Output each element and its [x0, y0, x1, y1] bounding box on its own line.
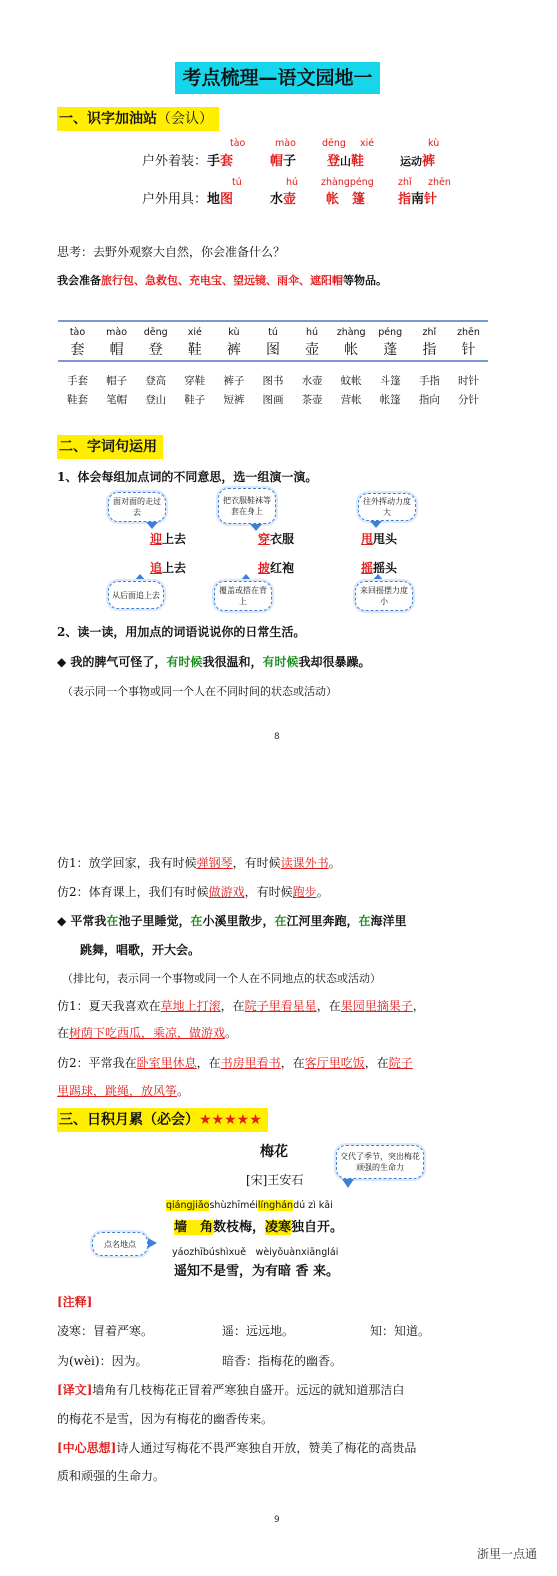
imit-answer: 里踢球，跳绳，放风筝 — [57, 1084, 178, 1098]
imit-answer: 草地上打滚 — [160, 999, 221, 1013]
table-char: 指 — [422, 342, 437, 358]
poem-author: [宋]王安石 — [246, 1173, 304, 1187]
bubble-tail — [372, 574, 384, 581]
word-xie: 鞋 — [351, 154, 365, 169]
table-word: 裤子 — [223, 375, 245, 387]
bubble-tail — [148, 1238, 157, 1248]
pinyin-text: dú zì kāi — [293, 1200, 333, 1211]
pinyin-text: shùzhīméi — [209, 1200, 258, 1211]
imit-answer: 做游戏 — [208, 885, 245, 899]
poem-title: 梅花 — [260, 1144, 288, 1160]
imit-text: 仿2：平常我在 — [57, 1056, 137, 1070]
answer-prefix: 我会准备 — [57, 274, 101, 287]
note-1: （表示同一个事物或同一个人在不同时间的状态或活动） — [62, 685, 337, 698]
word-shoutao-1: 手 — [207, 154, 221, 169]
table-word: 茶壶 — [301, 394, 323, 406]
word-zhangpeng: 帐 篷 — [326, 192, 366, 207]
example-1 — [57, 653, 370, 670]
ex2-text: ◆ 平常我 — [57, 914, 107, 928]
poem-highlight: 凌寒 — [265, 1220, 292, 1235]
table-char: 针 — [461, 342, 476, 358]
bubble-location: 点名地点 — [92, 1232, 148, 1256]
imit-answer: 果园里摘果子 — [340, 999, 413, 1013]
table-word: 手指 — [418, 375, 440, 387]
bubble-tail — [342, 1179, 354, 1188]
table-pinyin: tú — [268, 327, 278, 338]
imit-text: ，在 — [220, 999, 245, 1013]
ex2-text: 小溪里散步， — [202, 914, 275, 928]
table-char: 帽 — [109, 342, 124, 358]
imit-answer: 院子 — [388, 1056, 413, 1070]
word-yundong: 运动 — [400, 155, 422, 168]
imit-answer: 客厅里吃饭 — [304, 1056, 365, 1070]
pair-rest: 红袍 — [270, 561, 295, 575]
table-word: 鞋子 — [184, 394, 206, 406]
char-table — [58, 327, 488, 407]
pinyin-highlight: línghán — [257, 1200, 294, 1211]
char-table-words1-row — [58, 373, 488, 388]
note-wei: 为(wèi)：因为。 — [57, 1354, 148, 1368]
pinyin-zhangpeng: zhàngpéng — [321, 177, 374, 188]
pair-rest: 甩头 — [373, 532, 398, 546]
table-word: 指向 — [418, 394, 440, 406]
table-char: 裤 — [226, 342, 241, 358]
row1-prefix: 户外着装： — [142, 154, 208, 169]
table-word: 水壶 — [301, 375, 323, 387]
table-word: 鞋套 — [67, 394, 88, 406]
ex1-keyword: 有时候 — [262, 655, 299, 669]
table-word: 登山 — [145, 394, 167, 406]
outdoor-clothing-row — [142, 150, 233, 169]
section-3-heading — [57, 1108, 268, 1132]
page-title: 考点梳理—语文园地一 — [175, 62, 380, 94]
imitation-4-line-1 — [57, 1054, 413, 1071]
note-zhi: 知：知道。 — [370, 1324, 431, 1338]
pinyin-deng: dēng — [322, 138, 346, 149]
star-rating: ★★★★★ — [199, 1112, 262, 1128]
word-ku: 裤 — [422, 154, 436, 169]
section-1-label: 一、识字加油站 — [59, 111, 157, 127]
bubble-ying: 面对面的走过去 — [108, 492, 166, 522]
table-top-rule — [58, 320, 488, 322]
table-char: 登 — [148, 342, 163, 358]
word-zhen: 针 — [424, 192, 438, 207]
poem-pinyin-1 — [166, 1200, 333, 1211]
word-ditu-1: 地 — [207, 192, 221, 207]
poem-pinyin-2: yáozhībúshìxuě wèiyǒuànxiānglái — [172, 1247, 339, 1258]
table-pinyin: zhēn — [457, 327, 480, 338]
pair-key: 穿 — [258, 532, 271, 546]
question-1: 1、体会每组加点词的不同意思，选一组演一演。 — [57, 470, 318, 484]
row2-prefix: 户外用具： — [142, 192, 208, 207]
translation-line-2: 的梅花不是雪，因为有梅花的幽香传来。 — [57, 1412, 274, 1426]
pair-key: 摇 — [361, 561, 374, 575]
imit-text: ，在 — [196, 1056, 221, 1070]
imitation-1 — [57, 854, 341, 871]
word-ditu-2: 图 — [220, 192, 234, 207]
imit-text: 。 — [225, 1026, 238, 1040]
table-pinyin: zhǐ — [422, 327, 437, 338]
section-2-heading: 二、字词句运用 — [57, 435, 163, 459]
translation-label: [译文] — [57, 1383, 93, 1397]
pinyin-highlight: qiángjiǎo — [166, 1200, 210, 1211]
word-shui: 水 — [270, 192, 284, 207]
imitation-2 — [57, 883, 329, 900]
word-deng: 登 — [327, 154, 341, 169]
note-yao: 遥：远远地。 — [222, 1324, 295, 1338]
page-number: 9 — [274, 1515, 280, 1525]
table-word: 帽子 — [106, 375, 128, 387]
poem-line-1 — [174, 1216, 343, 1235]
table-word: 登高 — [145, 375, 167, 387]
imitation-3-line-1 — [57, 997, 425, 1014]
imit-text: 仿2：体育课上，我们有时候 — [57, 885, 209, 899]
pair-rest: 摇头 — [373, 561, 398, 575]
question-2: 2、读一读，用加点的词语说说你的日常生活。 — [57, 625, 306, 639]
table-word: 营帐 — [340, 394, 362, 406]
note-lingh: 凌寒：冒着严寒。 — [57, 1324, 154, 1338]
page-number: 8 — [274, 732, 280, 742]
imit-text: ，在 — [316, 999, 341, 1013]
poem-text: 独自开。 — [291, 1220, 344, 1235]
pair-zhui — [150, 559, 186, 576]
imit-text: ，有时候 — [244, 885, 293, 899]
pinyin-tu: tú — [232, 177, 242, 188]
word-maozi-2: 子 — [283, 154, 297, 169]
word-maozi — [270, 150, 296, 169]
outdoor-gear-row — [142, 188, 233, 207]
imit-text: 。 — [316, 885, 329, 899]
word-yundongku — [400, 150, 435, 169]
pair-key: 追 — [150, 561, 163, 575]
imit-text: 。 — [328, 856, 341, 870]
char-table-pinyin-row — [58, 327, 488, 338]
table-word: 帐篷 — [379, 394, 401, 406]
example-2-line-1 — [57, 912, 407, 929]
translation-text: 墙角有几枝梅花正冒着严寒独自盛开。远远的就知道那洁白 — [92, 1383, 405, 1397]
table-pinyin: péng — [378, 327, 403, 338]
bubble-zhui: 从后面追上去 — [108, 581, 164, 609]
imit-text: ， — [412, 999, 425, 1013]
pinyin-hu: hú — [286, 177, 299, 188]
char-table-words2-row — [58, 392, 488, 407]
bubble-tail — [134, 574, 146, 581]
word-hu: 壶 — [283, 192, 297, 207]
poem-highlight: 墙 角 — [174, 1220, 214, 1235]
ex1-part: ◆ 我的脾气可怪了， — [57, 655, 167, 669]
pair-ying — [150, 530, 186, 547]
pinyin-ku: kù — [428, 138, 440, 149]
pinyin-tao: tào — [230, 138, 246, 149]
imit-answer: 树荫下吃西瓜，乘凉，做游戏 — [69, 1026, 226, 1040]
table-char: 图 — [265, 342, 280, 358]
ex2-text: 海洋里 — [370, 914, 407, 928]
word-shan: 山 — [340, 155, 352, 168]
char-table-char-row — [58, 339, 488, 359]
bubble-tail — [370, 521, 382, 528]
central-idea-line-2: 质和顽强的生命力。 — [57, 1469, 166, 1483]
bubble-tail — [146, 522, 158, 529]
ex2-keyword: 在 — [106, 914, 119, 928]
watermark: 浙里一点通 — [477, 1547, 538, 1561]
table-char: 蓬 — [383, 342, 398, 358]
pinyin-zhen: zhēn — [428, 177, 451, 188]
table-word: 图画 — [262, 394, 284, 406]
imit-answer: 卧室里休息 — [136, 1056, 197, 1070]
bubble-yao: 来回摇摆力度小 — [355, 581, 413, 611]
ex1-part: 我很温和， — [202, 655, 263, 669]
imit-text: ，在 — [364, 1056, 389, 1070]
table-pinyin: xié — [187, 327, 202, 338]
section-1-heading — [57, 107, 219, 131]
note-2: （排比句，表示同一个事物或同一个人在不同地点的状态或活动） — [62, 972, 381, 985]
think-question: 思考：去野外观察大自然，你会准备什么？ — [57, 245, 286, 259]
table-word: 斗篷 — [379, 375, 401, 387]
table-word: 分针 — [457, 394, 479, 406]
word-shoutao-2: 套 — [220, 154, 234, 169]
central-idea-label: [中心思想] — [57, 1441, 117, 1455]
example-2-line-2: 跳舞，唱歌，开大会。 — [80, 943, 201, 957]
imit-text: 。 — [177, 1084, 190, 1098]
central-idea-text: 诗人通过写梅花不畏严寒独自开放，赞美了梅花的高贵品 — [116, 1441, 417, 1455]
pair-pi — [258, 559, 294, 576]
imit-text: ，在 — [280, 1056, 305, 1070]
word-nan: 南 — [411, 192, 425, 207]
pair-chuan — [258, 530, 294, 547]
imitation-4-line-2 — [57, 1082, 189, 1099]
ex2-text: 江河里奔跑， — [286, 914, 359, 928]
pinyin-zhi: zhǐ — [398, 177, 412, 188]
pair-key: 披 — [258, 561, 271, 575]
imitation-3-line-2 — [57, 1024, 237, 1041]
bubble-shuai: 往外挥动力度大 — [358, 493, 416, 521]
imit-answer: 弹钢琴 — [196, 856, 233, 870]
table-pinyin: dēng — [143, 327, 168, 338]
ex2-text: 池子里睡觉， — [118, 914, 191, 928]
table-pinyin: hú — [306, 327, 319, 338]
table-word: 图书 — [262, 375, 284, 387]
word-shuihu — [270, 188, 296, 207]
translation-line-1 — [57, 1381, 404, 1398]
table-word: 穿鞋 — [184, 375, 206, 387]
notes-label: [注释] — [57, 1295, 93, 1309]
pair-shuai — [361, 530, 397, 547]
table-pinyin: kù — [228, 327, 240, 338]
table-pinyin: mào — [106, 327, 128, 338]
imit-text: 在 — [57, 1026, 70, 1040]
imit-text: ，有时候 — [232, 856, 281, 870]
imit-answer: 院子里看星星 — [244, 999, 317, 1013]
table-word: 笔帽 — [106, 394, 128, 406]
answer-suffix: 等物品。 — [343, 274, 387, 287]
section-1-suffix: （会认） — [157, 111, 213, 127]
table-char: 壶 — [305, 342, 320, 358]
think-answer — [57, 272, 387, 288]
bubble-chuan: 把衣服鞋袜等套在身上 — [218, 488, 276, 524]
table-word: 手套 — [67, 375, 88, 387]
note-anxiang: 暗香：指梅花的幽香。 — [222, 1354, 343, 1368]
pair-rest: 上去 — [162, 532, 187, 546]
answer-items: 旅行包、急救包、充电宝、望远镜、雨伞、遮阳帽 — [101, 274, 343, 287]
word-dengshanxie — [327, 150, 364, 169]
word-zhinanzhen — [398, 188, 437, 207]
pair-rest: 衣服 — [270, 532, 295, 546]
bubble-season: 交代了季节，突出梅花顽强的生命力 — [336, 1145, 424, 1179]
table-word: 时针 — [457, 375, 479, 387]
pair-key: 迎 — [150, 532, 163, 546]
imit-text: 仿1：放学回家，我有时候 — [57, 856, 197, 870]
imit-answer: 书房里看书 — [220, 1056, 281, 1070]
ex1-keyword: 有时候 — [166, 655, 203, 669]
pinyin-xie: xié — [360, 138, 375, 149]
bubble-tail — [240, 574, 252, 581]
pinyin-mao: mào — [275, 138, 296, 149]
central-idea-line-1 — [57, 1439, 416, 1456]
table-word: 蚊帐 — [340, 375, 362, 387]
table-char: 鞋 — [187, 342, 202, 358]
poem-text: 数枝梅， — [213, 1220, 266, 1235]
ex1-part: 我却很暴躁。 — [298, 655, 371, 669]
imit-answer: 跑步 — [292, 885, 317, 899]
ex2-keyword: 在 — [274, 914, 287, 928]
pair-key: 甩 — [361, 532, 374, 546]
ex2-keyword: 在 — [190, 914, 203, 928]
imit-answer: 读课外书 — [280, 856, 329, 870]
section-3-label: 三、日积月累（必会） — [59, 1112, 199, 1128]
imit-text: 仿1：夏天我喜欢在 — [57, 999, 161, 1013]
table-pinyin: zhàng — [336, 327, 366, 338]
bubble-pi: 覆盖或搭在背上 — [214, 581, 272, 611]
word-zhi: 指 — [398, 192, 412, 207]
word-maozi-1: 帽 — [270, 154, 284, 169]
poem-line-2: 遥知不是雪，为有暗 香 来。 — [174, 1264, 340, 1279]
table-char: 套 — [70, 342, 85, 358]
table-pinyin: tào — [69, 327, 86, 338]
pair-rest: 上去 — [162, 561, 187, 575]
ex2-keyword: 在 — [358, 914, 371, 928]
table-word: 短裤 — [223, 394, 245, 406]
table-char: 帐 — [344, 342, 359, 358]
